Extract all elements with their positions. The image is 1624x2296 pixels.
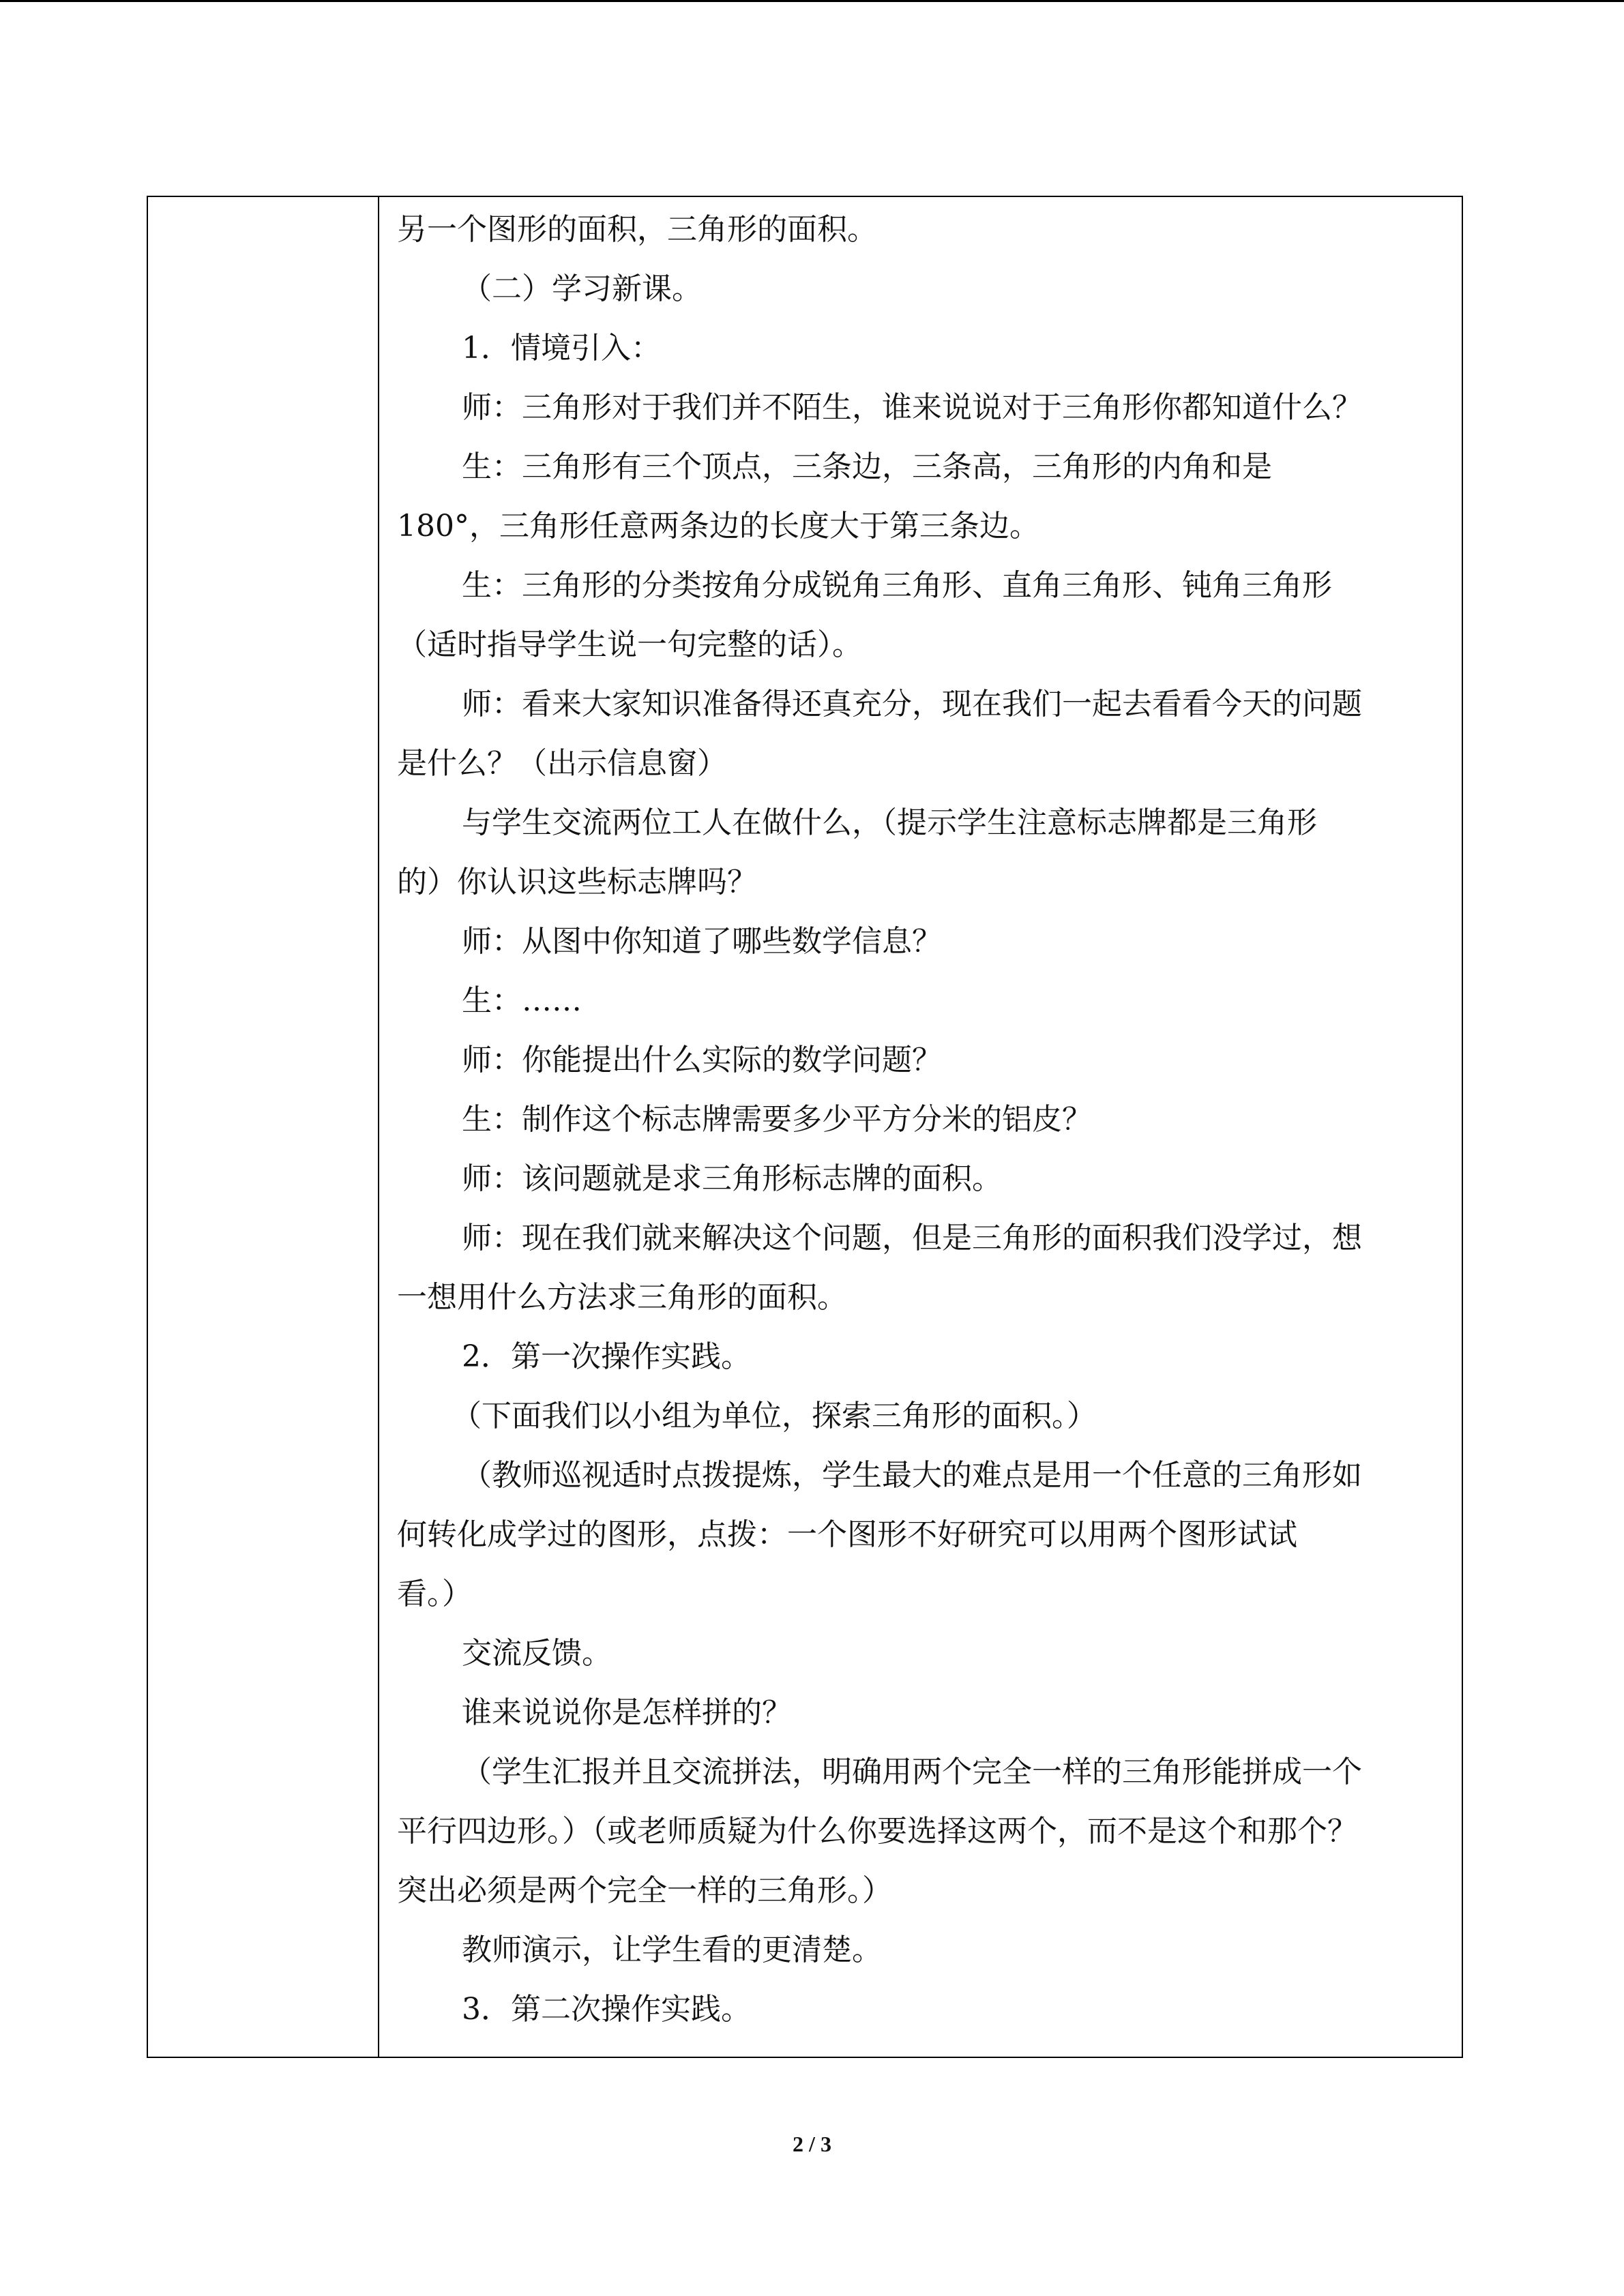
- paragraph-line: 平行四边形。）（或老师质疑为什么你要选择这两个，而不是这个和那个？: [397, 1814, 1357, 1849]
- section-heading: （二）学习新课。: [462, 271, 702, 306]
- paragraph-line: 的）你认识这些标志牌吗？: [397, 865, 757, 899]
- dialogue-line: 师：看来大家知识准备得还真充分，现在我们一起去看看今天的问题: [462, 687, 1362, 721]
- paragraph-line: 教师演示，让学生看的更清楚。: [462, 1933, 882, 1967]
- dialogue-line: 师：现在我们就来解决这个问题，但是三角形的面积我们没学过，想: [462, 1221, 1362, 1255]
- dialogue-line: 是什么？（出示信息窗）: [397, 746, 727, 781]
- dialogue-line: 生：三角形的分类按角分成锐角三角形、直角三角形、钝角三角形: [462, 568, 1332, 603]
- dialogue-line: 生：……: [462, 983, 582, 1018]
- dialogue-line: 师：从图中你知道了哪些数学信息？: [462, 924, 942, 959]
- paragraph-line: （下面我们以小组为单位，探索三角形的面积。）: [452, 1399, 1097, 1433]
- left-column-cell: [148, 197, 379, 2057]
- step-heading: 1．情境引入：: [462, 331, 661, 366]
- top-border-line: [0, 0, 1624, 2]
- paragraph-line: 谁来说说你是怎样拼的？: [462, 1695, 792, 1730]
- dialogue-line: 师：三角形对于我们并不陌生，谁来说说对于三角形你都知道什么？: [462, 390, 1362, 425]
- dialogue-line: （适时指导学生说一句完整的话）。: [397, 627, 862, 662]
- lesson-table: [147, 196, 1463, 2058]
- dialogue-line: 生：三角形有三个顶点，三条边，三条高，三角形的内角和是: [462, 449, 1272, 484]
- paragraph-line: （学生汇报并且交流拼法，明确用两个完全一样的三角形能拼成一个: [462, 1755, 1362, 1789]
- dialogue-line: 一想用什么方法求三角形的面积。: [397, 1280, 847, 1315]
- dialogue-line: 生：制作这个标志牌需要多少平方分米的铝皮？: [462, 1102, 1092, 1137]
- paragraph-line: 交流反馈。: [462, 1636, 612, 1671]
- dialogue-line: 师：你能提出什么实际的数学问题？: [462, 1043, 942, 1077]
- step-heading: 2．第一次操作实践。: [462, 1339, 751, 1374]
- paragraph-line: 另一个图形的面积，三角形的面积。: [397, 212, 877, 247]
- step-heading: 3．第二次操作实践。: [462, 1992, 751, 2027]
- dialogue-line: 180°，三角形任意两条边的长度大于第三条边。: [397, 509, 1039, 543]
- paragraph-line: 看。）: [397, 1577, 472, 1611]
- paragraph-line: 与学生交流两位工人在做什么，（提示学生注意标志牌都是三角形: [462, 805, 1317, 840]
- paragraph-line: （教师巡视适时点拨提炼，学生最大的难点是用一个任意的三角形如: [462, 1458, 1362, 1493]
- page-number: 2 / 3: [793, 2132, 831, 2156]
- dialogue-line: 师：该问题就是求三角形标志牌的面积。: [462, 1161, 1002, 1196]
- paragraph-line: 突出必须是两个完全一样的三角形。）: [397, 1873, 892, 1908]
- paragraph-line: 何转化成学过的图形，点拨：一个图形不好研究可以用两个图形试试: [397, 1517, 1297, 1552]
